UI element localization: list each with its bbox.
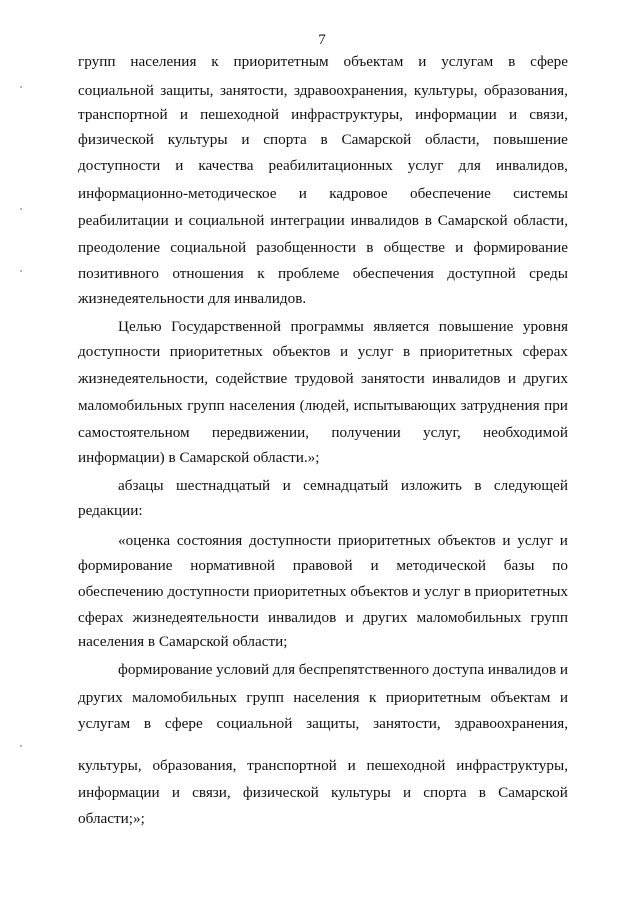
word: области, bbox=[425, 131, 480, 148]
word: жизнедеятельности для инвалидов. bbox=[78, 290, 307, 307]
word: в bbox=[474, 477, 482, 494]
page-number: 7 bbox=[318, 32, 326, 48]
word: получении bbox=[331, 424, 401, 441]
word: транспортной bbox=[78, 106, 168, 123]
word: объектам bbox=[490, 689, 551, 706]
word: сферах bbox=[78, 609, 124, 626]
word: формирование bbox=[78, 557, 173, 574]
word: инвалидов bbox=[487, 661, 557, 678]
word: объектов bbox=[437, 532, 496, 549]
word: населения bbox=[229, 397, 296, 414]
word: защиты, bbox=[160, 82, 214, 99]
word: трудовой bbox=[294, 370, 354, 387]
word: и bbox=[339, 343, 349, 360]
word: культуры bbox=[167, 131, 228, 148]
word: формирование bbox=[118, 661, 213, 678]
word: шестнадцатый bbox=[175, 477, 271, 494]
text-line bbox=[78, 265, 568, 283]
word: к bbox=[257, 265, 265, 282]
word: услуг bbox=[424, 583, 460, 600]
word: Целью bbox=[118, 318, 162, 335]
word: населения bbox=[293, 689, 360, 706]
word: (людей, bbox=[299, 397, 350, 414]
word: и bbox=[174, 212, 183, 229]
word: здравоохранения, bbox=[293, 82, 408, 99]
scan-speck bbox=[20, 208, 22, 210]
word: групп bbox=[530, 609, 568, 626]
word: области, bbox=[513, 212, 568, 229]
word: инвалидов bbox=[432, 370, 501, 387]
word: в bbox=[320, 131, 328, 148]
word: формирование bbox=[473, 239, 568, 256]
word: реабилитационных bbox=[268, 157, 393, 174]
text-line bbox=[78, 131, 568, 149]
word: редакции: bbox=[78, 502, 143, 519]
scan-speck bbox=[20, 745, 22, 747]
text-line bbox=[118, 477, 568, 495]
text-line bbox=[78, 290, 568, 308]
word: физической bbox=[242, 784, 319, 801]
text-line bbox=[78, 449, 568, 467]
word: и bbox=[175, 157, 184, 174]
text-line bbox=[78, 715, 568, 733]
word: культуры, bbox=[78, 757, 142, 774]
word: и bbox=[241, 131, 250, 148]
word: информации) в Самарской области.»; bbox=[78, 449, 320, 466]
word: и bbox=[559, 661, 568, 678]
scan-speck bbox=[20, 270, 22, 272]
word: и bbox=[282, 477, 291, 494]
word: самостоятельном bbox=[78, 424, 190, 441]
word: защиты, bbox=[306, 715, 360, 732]
text-line bbox=[118, 532, 568, 550]
word: услуг bbox=[517, 532, 554, 549]
word: и bbox=[370, 557, 379, 574]
word: инвалидов bbox=[350, 212, 419, 229]
word: области;»; bbox=[78, 810, 145, 827]
word: других bbox=[362, 609, 408, 626]
text-line bbox=[78, 633, 568, 651]
text-line bbox=[78, 239, 568, 257]
word: населения bbox=[130, 53, 197, 70]
text-line bbox=[78, 609, 568, 627]
word: в bbox=[143, 715, 152, 732]
word: в bbox=[508, 53, 516, 70]
word: доступности bbox=[78, 157, 161, 174]
word: Самарской bbox=[498, 784, 568, 801]
text-line bbox=[78, 185, 568, 203]
word: Самарской bbox=[341, 131, 412, 148]
word: интеграции bbox=[270, 212, 345, 229]
word: в bbox=[366, 239, 374, 256]
word: транспортной bbox=[247, 757, 337, 774]
word: разобщенности bbox=[256, 239, 357, 256]
word: и bbox=[179, 106, 188, 123]
word: групп bbox=[246, 689, 284, 706]
word: в bbox=[424, 212, 432, 229]
word: Самарской bbox=[437, 212, 508, 229]
word: инфраструктуры, bbox=[291, 106, 403, 123]
text-line bbox=[78, 502, 568, 520]
word: семнадцатый bbox=[303, 477, 389, 494]
word: и bbox=[559, 532, 568, 549]
word: спорта bbox=[423, 784, 467, 801]
word: объектов bbox=[350, 583, 409, 600]
word: занятости, bbox=[219, 82, 288, 99]
word: в bbox=[478, 784, 486, 801]
word: объектов bbox=[272, 343, 331, 360]
word: доступной bbox=[447, 265, 516, 282]
text-line bbox=[118, 661, 568, 679]
word: среды bbox=[529, 265, 568, 282]
word: к bbox=[211, 53, 219, 70]
word: населения в Самарской области; bbox=[78, 633, 288, 650]
word: образования, bbox=[484, 82, 568, 99]
word: и bbox=[298, 185, 307, 202]
word: физической bbox=[78, 131, 154, 148]
word: системы bbox=[513, 185, 568, 202]
word: доступности bbox=[78, 343, 161, 360]
word: программы bbox=[290, 318, 364, 335]
text-line bbox=[78, 82, 568, 100]
word: приоритетных bbox=[337, 532, 432, 549]
word: затруднения bbox=[460, 397, 540, 414]
word: беспрепятственного bbox=[298, 661, 430, 678]
word: и bbox=[418, 53, 427, 70]
word: к bbox=[368, 689, 377, 706]
word: обеспечения bbox=[352, 265, 434, 282]
word: социальной bbox=[216, 715, 293, 732]
word: приоритетным bbox=[233, 53, 329, 70]
word: обеспечению bbox=[78, 583, 164, 600]
word: доступности bbox=[167, 583, 250, 600]
word: и bbox=[402, 784, 412, 801]
word: культуры bbox=[330, 784, 391, 801]
word: и bbox=[347, 757, 356, 774]
word: отношения bbox=[172, 265, 244, 282]
word: повышение bbox=[493, 131, 568, 148]
word: следующей bbox=[493, 477, 568, 494]
word: для bbox=[458, 157, 481, 174]
word: информации bbox=[415, 106, 497, 123]
word: инвалидов, bbox=[495, 157, 568, 174]
text-line bbox=[78, 212, 568, 230]
word: правовой bbox=[292, 557, 353, 574]
word: инвалидов bbox=[267, 609, 337, 626]
word: передвижении, bbox=[211, 424, 310, 441]
text-line bbox=[78, 689, 568, 707]
text-line bbox=[78, 424, 568, 442]
scan-speck bbox=[20, 86, 22, 88]
text-line bbox=[78, 397, 568, 415]
word: жизнедеятельности bbox=[132, 609, 259, 626]
word: содействие bbox=[215, 370, 288, 387]
text-line bbox=[78, 757, 568, 775]
word: маломобильных bbox=[132, 689, 237, 706]
word: услугам bbox=[78, 715, 131, 732]
text-line bbox=[78, 343, 568, 361]
text-line bbox=[78, 583, 568, 601]
word: инфраструктуры, bbox=[456, 757, 568, 774]
word: информации bbox=[78, 784, 160, 801]
word: методической bbox=[396, 557, 486, 574]
word: состояния bbox=[176, 532, 243, 549]
word: необходимой bbox=[483, 424, 568, 441]
word: социальной bbox=[188, 212, 265, 229]
text-line bbox=[78, 810, 568, 828]
word: связи, bbox=[529, 106, 568, 123]
text-line bbox=[78, 370, 568, 388]
word: услуг, bbox=[422, 424, 461, 441]
text-line bbox=[118, 318, 568, 336]
word: занятости bbox=[361, 370, 425, 387]
text-line bbox=[78, 157, 568, 175]
word: в bbox=[463, 583, 472, 600]
word: кадровое bbox=[329, 185, 388, 202]
word: при bbox=[544, 397, 568, 414]
word: условий bbox=[216, 661, 270, 678]
word: групп bbox=[187, 397, 225, 414]
word: абзацы bbox=[118, 477, 164, 494]
word: групп bbox=[78, 53, 116, 70]
text-line bbox=[78, 784, 568, 802]
word: культуры, bbox=[413, 82, 478, 99]
word: приоритетных bbox=[419, 343, 513, 360]
word: по bbox=[552, 557, 568, 574]
word: повышение bbox=[438, 318, 514, 335]
word: спорта bbox=[263, 131, 307, 148]
word: жизнедеятельности, bbox=[78, 370, 209, 387]
word: реабилитации bbox=[78, 212, 169, 229]
word: пешеходной bbox=[200, 106, 279, 123]
word: приоритетных bbox=[169, 343, 263, 360]
word: позитивного bbox=[78, 265, 159, 282]
word: является bbox=[373, 318, 430, 335]
word: услуг bbox=[407, 157, 444, 174]
word: социальной bbox=[170, 239, 247, 256]
word: преодоление bbox=[78, 239, 161, 256]
word: «оценка bbox=[118, 532, 171, 549]
word: базы bbox=[503, 557, 535, 574]
word: здравоохранения, bbox=[454, 715, 568, 732]
word: сфере bbox=[164, 715, 203, 732]
word: и bbox=[171, 784, 180, 801]
word: маломобильных bbox=[78, 397, 183, 414]
word: и bbox=[559, 689, 568, 706]
word: и bbox=[345, 609, 354, 626]
word: занятости, bbox=[373, 715, 441, 732]
word: приоритетным bbox=[385, 689, 481, 706]
word: информационно-методическое bbox=[78, 185, 277, 202]
word: других bbox=[78, 689, 123, 706]
word: связи, bbox=[192, 784, 231, 801]
text-line bbox=[78, 557, 568, 575]
word: социальной bbox=[78, 82, 154, 99]
word: сфере bbox=[530, 53, 568, 70]
word: объектам bbox=[343, 53, 404, 70]
word: приоритетных bbox=[474, 583, 568, 600]
text-line bbox=[78, 53, 568, 71]
word: для bbox=[272, 661, 296, 678]
word: и bbox=[502, 532, 511, 549]
word: уровня bbox=[522, 318, 568, 335]
word: доступа bbox=[432, 661, 485, 678]
word: других bbox=[523, 370, 568, 387]
text-line bbox=[78, 106, 568, 124]
word: доступности bbox=[248, 532, 332, 549]
word: и bbox=[455, 239, 464, 256]
word: проблеме bbox=[278, 265, 340, 282]
word: услуг bbox=[357, 343, 394, 360]
word: качества bbox=[198, 157, 254, 174]
word: испытывающих bbox=[353, 397, 457, 414]
word: услугам bbox=[441, 53, 494, 70]
word: приоритетных bbox=[253, 583, 347, 600]
word: сферах bbox=[522, 343, 568, 360]
word: изложить bbox=[400, 477, 462, 494]
word: нормативной bbox=[190, 557, 275, 574]
word: и bbox=[412, 583, 421, 600]
word: обществе bbox=[383, 239, 445, 256]
word: и bbox=[508, 106, 518, 123]
word: образования, bbox=[152, 757, 237, 774]
word: и bbox=[507, 370, 516, 387]
word: в bbox=[403, 343, 411, 360]
word: обеспечение bbox=[409, 185, 491, 202]
word: Государственной bbox=[171, 318, 281, 335]
word: маломобильных bbox=[416, 609, 522, 626]
word: пешеходной bbox=[366, 757, 446, 774]
